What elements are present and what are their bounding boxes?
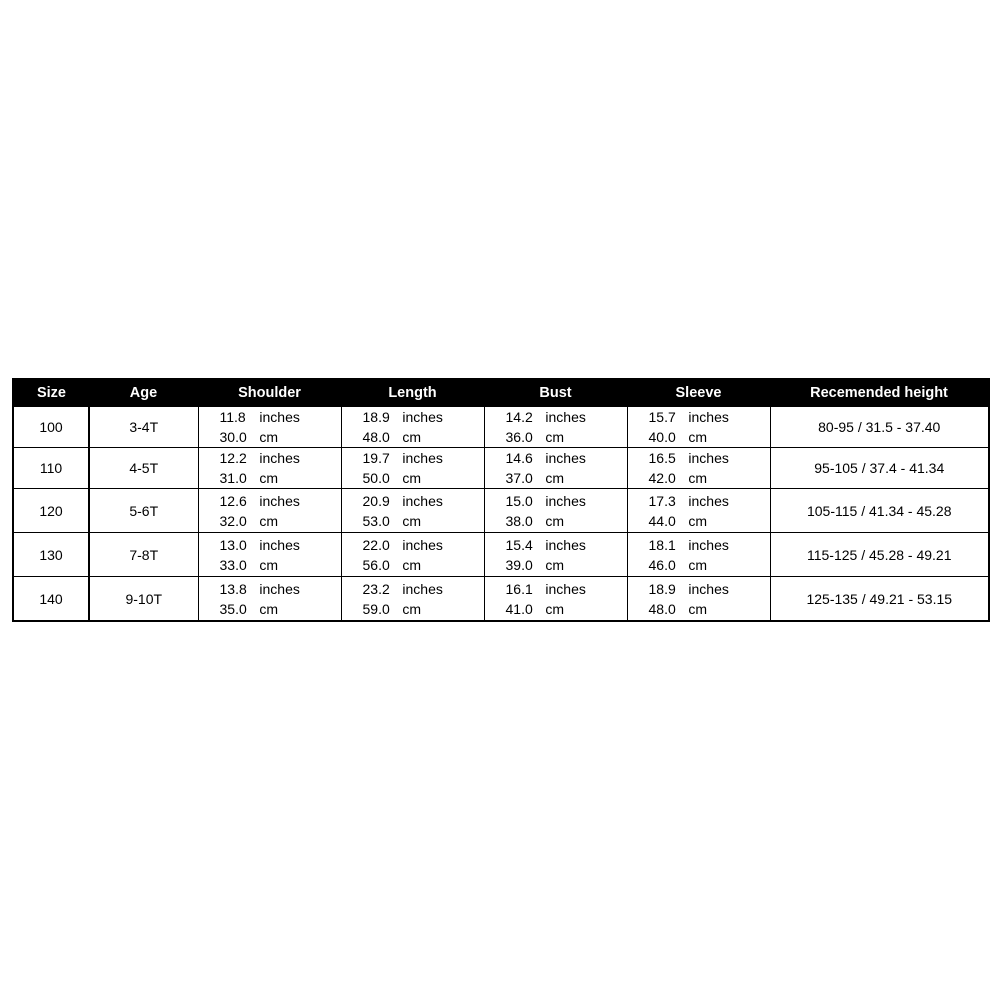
bust-inches-line bbox=[485, 491, 627, 511]
length-inches-line bbox=[342, 407, 484, 427]
length-cm-line bbox=[342, 599, 484, 619]
sleeve-cell bbox=[627, 489, 770, 533]
measurement-unit: cm bbox=[688, 600, 708, 617]
bust-inches-line bbox=[485, 407, 627, 427]
measurement-unit: inches bbox=[688, 580, 729, 597]
measurement-value: 40.0 bbox=[648, 429, 676, 445]
measurement-unit: inches bbox=[402, 409, 443, 425]
measurement-value: 50.0 bbox=[362, 470, 390, 486]
age-cell: 9-10T bbox=[89, 577, 198, 622]
measurement-unit: inches bbox=[688, 409, 729, 425]
measurement-value: 44.0 bbox=[648, 512, 676, 529]
measurement-unit: cm bbox=[688, 429, 708, 445]
measurement-unit: inches bbox=[545, 536, 586, 553]
measurement-value: 48.0 bbox=[648, 600, 676, 617]
measurement-unit: inches bbox=[259, 492, 300, 509]
recommended-height-cell: 80-95 / 31.5 - 37.40 bbox=[770, 407, 989, 448]
bust-cell bbox=[484, 448, 627, 489]
measurement-value: 22.0 bbox=[362, 536, 390, 553]
measurement-value: 12.6 bbox=[219, 492, 247, 509]
sleeve-cm-line bbox=[628, 468, 770, 488]
shoulder-inches-line bbox=[199, 448, 341, 468]
sleeve-cell bbox=[627, 448, 770, 489]
age-cell: 3-4T bbox=[89, 407, 198, 448]
measurement-value: 59.0 bbox=[362, 600, 390, 617]
length-cm-line bbox=[342, 511, 484, 531]
sleeve-inches-line bbox=[628, 407, 770, 427]
recommended-height-cell: 115-125 / 45.28 - 49.21 bbox=[770, 533, 989, 577]
sleeve-cell bbox=[627, 407, 770, 448]
sleeve-cell bbox=[627, 533, 770, 577]
recommended-height-cell: 125-135 / 49.21 - 53.15 bbox=[770, 577, 989, 622]
measurement-value: 14.6 bbox=[505, 450, 533, 466]
shoulder-cm-line bbox=[199, 555, 341, 575]
measurement-value: 48.0 bbox=[362, 429, 390, 445]
measurement-unit: inches bbox=[545, 580, 586, 597]
length-cell bbox=[341, 489, 484, 533]
shoulder-cm-line bbox=[199, 511, 341, 531]
measurement-unit: inches bbox=[402, 492, 443, 509]
length-cm-line bbox=[342, 555, 484, 575]
header-length: Length bbox=[341, 379, 484, 407]
measurement-unit: cm bbox=[402, 512, 422, 529]
bust-cell bbox=[484, 407, 627, 448]
length-inches-line bbox=[342, 535, 484, 555]
bust-cell bbox=[484, 489, 627, 533]
sleeve-cm-line bbox=[628, 427, 770, 447]
sleeve-inches-line bbox=[628, 579, 770, 599]
measurement-value: 38.0 bbox=[505, 512, 533, 529]
measurement-value: 46.0 bbox=[648, 556, 676, 573]
measurement-value: 17.3 bbox=[648, 492, 676, 509]
shoulder-inches-line bbox=[199, 535, 341, 555]
shoulder-inches-line bbox=[199, 407, 341, 427]
measurement-value: 23.2 bbox=[362, 580, 390, 597]
measurement-unit: cm bbox=[402, 470, 422, 486]
measurement-unit: cm bbox=[688, 512, 708, 529]
header-row bbox=[13, 379, 989, 407]
shoulder-cell bbox=[198, 448, 341, 489]
measurement-unit: inches bbox=[402, 580, 443, 597]
recommended-height-cell: 95-105 / 37.4 - 41.34 bbox=[770, 448, 989, 489]
measurement-value: 19.7 bbox=[362, 450, 390, 466]
bust-cell bbox=[484, 533, 627, 577]
measurement-unit: cm bbox=[259, 470, 279, 486]
shoulder-cm-line bbox=[199, 427, 341, 447]
measurement-value: 37.0 bbox=[505, 470, 533, 486]
measurement-unit: inches bbox=[545, 450, 586, 466]
measurement-unit: cm bbox=[688, 470, 708, 486]
measurement-unit: cm bbox=[545, 512, 565, 529]
measurement-unit: inches bbox=[259, 536, 300, 553]
sleeve-cell bbox=[627, 577, 770, 622]
shoulder-cm-line bbox=[199, 468, 341, 488]
measurement-value: 56.0 bbox=[362, 556, 390, 573]
sleeve-inches-line bbox=[628, 535, 770, 555]
measurement-value: 31.0 bbox=[219, 470, 247, 486]
size-cell: 140 bbox=[13, 577, 89, 622]
measurement-unit: cm bbox=[259, 600, 279, 617]
bust-cell bbox=[484, 577, 627, 622]
measurement-value: 33.0 bbox=[219, 556, 247, 573]
measurement-unit: cm bbox=[688, 556, 708, 573]
measurement-value: 36.0 bbox=[505, 429, 533, 445]
header-shoulder: Shoulder bbox=[198, 379, 341, 407]
measurement-unit: cm bbox=[545, 600, 565, 617]
age-cell: 4-5T bbox=[89, 448, 198, 489]
sleeve-inches-line bbox=[628, 448, 770, 468]
table-row bbox=[13, 533, 989, 577]
size-cell: 100 bbox=[13, 407, 89, 448]
measurement-unit: cm bbox=[259, 556, 279, 573]
table-row bbox=[13, 577, 989, 622]
size-cell: 110 bbox=[13, 448, 89, 489]
measurement-unit: cm bbox=[402, 429, 422, 445]
measurement-unit: cm bbox=[259, 429, 279, 445]
measurement-value: 32.0 bbox=[219, 512, 247, 529]
size-chart-table bbox=[12, 378, 990, 622]
measurement-value: 35.0 bbox=[219, 600, 247, 617]
bust-inches-line bbox=[485, 535, 627, 555]
header-recommended-height: Recemended height bbox=[770, 379, 989, 407]
table-row bbox=[13, 448, 989, 489]
length-cell bbox=[341, 407, 484, 448]
measurement-unit: inches bbox=[688, 450, 729, 466]
measurement-unit: cm bbox=[259, 512, 279, 529]
bust-cm-line bbox=[485, 599, 627, 619]
length-cell bbox=[341, 577, 484, 622]
measurement-unit: cm bbox=[545, 429, 565, 445]
sleeve-inches-line bbox=[628, 491, 770, 511]
sleeve-cm-line bbox=[628, 511, 770, 531]
measurement-unit: inches bbox=[688, 492, 729, 509]
length-inches-line bbox=[342, 491, 484, 511]
shoulder-cell bbox=[198, 533, 341, 577]
shoulder-inches-line bbox=[199, 579, 341, 599]
measurement-unit: inches bbox=[259, 409, 300, 425]
table-row bbox=[13, 489, 989, 533]
measurement-value: 30.0 bbox=[219, 429, 247, 445]
measurement-value: 39.0 bbox=[505, 556, 533, 573]
length-inches-line bbox=[342, 579, 484, 599]
measurement-value: 41.0 bbox=[505, 600, 533, 617]
measurement-unit: cm bbox=[402, 600, 422, 617]
sleeve-cm-line bbox=[628, 599, 770, 619]
measurement-value: 16.1 bbox=[505, 580, 533, 597]
measurement-unit: inches bbox=[259, 580, 300, 597]
measurement-unit: inches bbox=[688, 536, 729, 553]
recommended-height-cell: 105-115 / 41.34 - 45.28 bbox=[770, 489, 989, 533]
shoulder-cell bbox=[198, 489, 341, 533]
bust-inches-line bbox=[485, 579, 627, 599]
measurement-unit: inches bbox=[402, 450, 443, 466]
measurement-value: 15.0 bbox=[505, 492, 533, 509]
measurement-value: 11.8 bbox=[219, 409, 246, 425]
measurement-unit: cm bbox=[402, 556, 422, 573]
measurement-unit: inches bbox=[402, 536, 443, 553]
measurement-value: 14.2 bbox=[505, 409, 533, 425]
shoulder-cell bbox=[198, 407, 341, 448]
measurement-unit: inches bbox=[545, 409, 586, 425]
length-inches-line bbox=[342, 448, 484, 468]
sleeve-cm-line bbox=[628, 555, 770, 575]
measurement-unit: cm bbox=[545, 556, 565, 573]
table-row bbox=[13, 407, 989, 448]
measurement-value: 15.4 bbox=[505, 536, 533, 553]
age-cell: 7-8T bbox=[89, 533, 198, 577]
bust-inches-line bbox=[485, 448, 627, 468]
bust-cm-line bbox=[485, 555, 627, 575]
measurement-value: 16.5 bbox=[648, 450, 676, 466]
measurement-value: 15.7 bbox=[648, 409, 676, 425]
header-bust: Bust bbox=[484, 379, 627, 407]
shoulder-inches-line bbox=[199, 491, 341, 511]
header-size: Size bbox=[13, 379, 89, 407]
size-cell: 120 bbox=[13, 489, 89, 533]
measurement-value: 18.9 bbox=[362, 409, 390, 425]
measurement-value: 53.0 bbox=[362, 512, 390, 529]
measurement-unit: inches bbox=[259, 450, 300, 466]
age-cell: 5-6T bbox=[89, 489, 198, 533]
bust-cm-line bbox=[485, 427, 627, 447]
measurement-value: 18.9 bbox=[648, 580, 676, 597]
length-cell bbox=[341, 448, 484, 489]
measurement-unit: cm bbox=[545, 470, 565, 486]
measurement-value: 18.1 bbox=[648, 536, 676, 553]
length-cm-line bbox=[342, 427, 484, 447]
measurement-value: 20.9 bbox=[362, 492, 390, 509]
measurement-value: 12.2 bbox=[219, 450, 247, 466]
shoulder-cell bbox=[198, 577, 341, 622]
bust-cm-line bbox=[485, 468, 627, 488]
measurement-unit: inches bbox=[545, 492, 586, 509]
measurement-value: 13.0 bbox=[219, 536, 247, 553]
shoulder-cm-line bbox=[199, 599, 341, 619]
bust-cm-line bbox=[485, 511, 627, 531]
length-cm-line bbox=[342, 468, 484, 488]
measurement-value: 13.8 bbox=[219, 580, 247, 597]
measurement-value: 42.0 bbox=[648, 470, 676, 486]
header-age: Age bbox=[89, 379, 198, 407]
size-cell: 130 bbox=[13, 533, 89, 577]
length-cell bbox=[341, 533, 484, 577]
header-sleeve: Sleeve bbox=[627, 379, 770, 407]
